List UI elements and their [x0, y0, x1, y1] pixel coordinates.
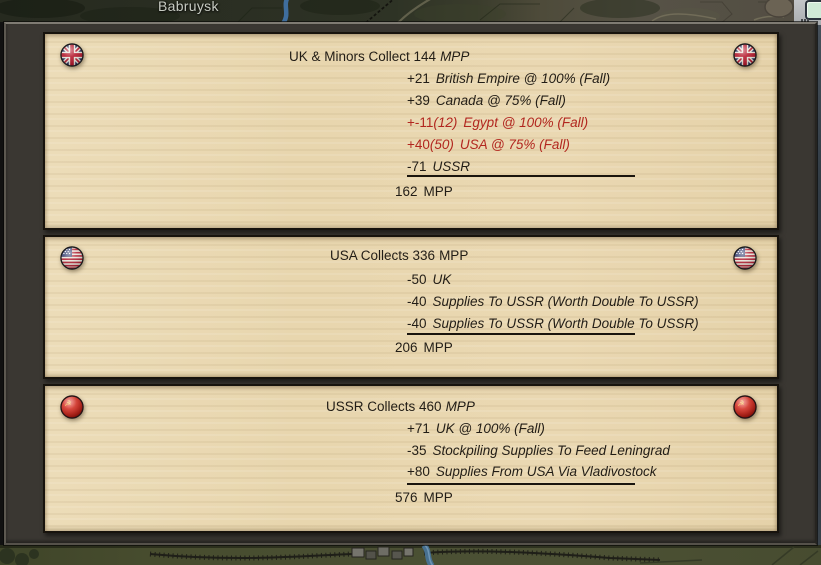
panel-title: UK & Minors Collect 144 MPP [289, 49, 470, 64]
mpp-line: -35 Stockpiling Supplies To Feed Leningrad [407, 443, 670, 458]
panel-title: USSR Collects 460 MPP [326, 399, 475, 414]
total-divider [407, 175, 635, 177]
mpp-line: -40 Supplies To USSR (Worth Double To USSR) [407, 316, 699, 331]
panel-total: 162 MPP [395, 184, 453, 199]
mpp-line: +71 UK @ 100% (Fall) [407, 421, 545, 436]
panel-total: 206 MPP [395, 340, 453, 355]
map-background-top[interactable] [0, 0, 821, 22]
mpp-line: +21 British Empire @ 100% (Fall) [407, 71, 611, 86]
mpp-report-dialog [4, 22, 817, 545]
uk-flag-icon [732, 42, 758, 68]
usa-flag-icon [59, 245, 85, 271]
total-divider [407, 483, 635, 485]
mpp-line: +39 Canada @ 75% (Fall) [407, 93, 566, 108]
minimap-corner [805, 0, 821, 20]
mpp-line: +80 Supplies From USA Via Vladivostock [407, 464, 657, 479]
ussr-flag-icon [59, 394, 85, 420]
map-city-label: Babruysk [158, 0, 219, 14]
hex-edges [640, 547, 818, 565]
uk-flag-icon [59, 42, 85, 68]
mpp-line: +40(50) USA @ 75% (Fall) [407, 137, 570, 152]
hill [765, 0, 793, 17]
town-buildings [352, 547, 413, 559]
mpp-line: -40 Supplies To USSR (Worth Double To USSR) [407, 294, 699, 309]
usa-flag-icon [732, 245, 758, 271]
mpp-panel-uk[interactable] [43, 32, 779, 230]
mpp-panel-usa[interactable] [43, 235, 779, 379]
panel-total: 576 MPP [395, 490, 453, 505]
mpp-panel-ussr[interactable] [43, 384, 779, 533]
map-top-decorations [0, 0, 821, 22]
map-bottom-decorations [0, 545, 821, 565]
forest-texture [0, 0, 720, 22]
panel-title: USA Collects 336 MPP [330, 248, 469, 263]
mpp-line: -71 USSR [407, 159, 471, 174]
mpp-line: -50 UK [407, 272, 452, 287]
map-background-bottom[interactable] [0, 545, 821, 565]
ussr-flag-icon [732, 394, 758, 420]
river [282, 0, 288, 22]
mpp-line: +-11(12) Egypt @ 100% (Fall) [407, 115, 589, 130]
sidebar-edge [817, 25, 821, 545]
total-divider [407, 333, 635, 335]
